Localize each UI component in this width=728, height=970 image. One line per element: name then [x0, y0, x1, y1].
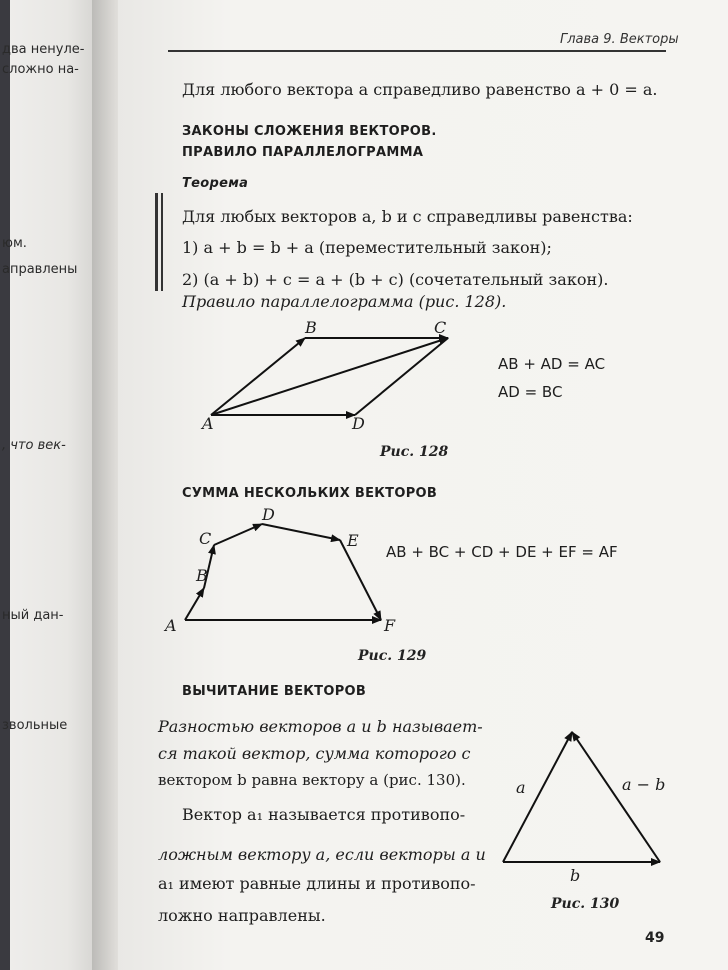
point-label-a: A — [202, 414, 214, 433]
opposite-vector-definition: a₁ имеют равные длины и противопо- — [158, 874, 476, 893]
associative-law: 2) (a + b) + c = a + (b + c) (сочетательный закон). — [182, 270, 609, 289]
vector-label-a-minus-b: a − b — [622, 775, 666, 794]
left-page-fragment: ный дан- — [2, 608, 64, 623]
point-label-e: E — [347, 531, 359, 550]
section-heading-subtraction: ВЫЧИТАНИЕ ВЕКТОРОВ — [182, 684, 367, 699]
theorem-intro: Для любых векторов a, b и c справедливы равенства: — [182, 207, 633, 226]
vector-label-a: a — [516, 778, 526, 797]
parallelogram-equation: AB + AD = AC — [498, 355, 606, 373]
vector-de — [262, 524, 340, 540]
opposite-vector-definition: ложно направлены. — [158, 906, 326, 925]
commutative-law: 1) a + b = b + a (переместительный закон); — [182, 238, 552, 257]
vector-ab — [211, 338, 305, 415]
point-label-c: C — [199, 529, 212, 548]
page-number: 49 — [645, 930, 665, 946]
point-label-d: D — [262, 505, 275, 524]
point-label-f: F — [384, 616, 396, 635]
vector-ef — [340, 540, 381, 620]
vector-label-b: b — [570, 866, 581, 885]
figure-caption-129: Рис. 129 — [358, 648, 427, 664]
difference-definition: ся такой вектор, сумма которого с — [158, 744, 471, 763]
figure-130-triangle — [503, 732, 660, 862]
zero-vector-statement: Для любого вектора a справедливо равенство a + 0 = a. — [182, 80, 658, 99]
left-page-fragment: , что век- — [2, 438, 66, 453]
vector-ab — [185, 588, 204, 620]
vector-ac — [211, 338, 448, 415]
vector-a — [503, 732, 572, 862]
left-page-fragment: аправлены — [2, 262, 78, 277]
vector-cd — [214, 524, 262, 545]
left-page-fragment: юм. — [2, 236, 27, 251]
opposite-vector-definition: Вектор a₁ называется противопо- — [182, 805, 466, 824]
figure-128-parallelogram — [211, 338, 448, 415]
point-label-b: B — [305, 318, 317, 337]
point-label-c: C — [434, 318, 447, 337]
section-heading-sum: СУММА НЕСКОЛЬКИХ ВЕКТОРОВ — [182, 486, 438, 501]
section-heading-parallelogram: ПРАВИЛО ПАРАЛЛЕЛОГРАММА — [182, 145, 424, 160]
left-page-fragment: два ненуле- — [2, 42, 85, 57]
equal-vectors-equation: AD = BC — [498, 383, 563, 401]
polygon-sum-equation: AB + BC + CD + DE + EF = AF — [386, 543, 618, 561]
vector-a-minus-b — [572, 732, 660, 862]
figure-caption-128: Рис. 128 — [380, 444, 449, 460]
parallelogram-rule: Правило параллелограмма (рис. 128). — [182, 292, 507, 311]
opposite-vector-definition: ложным вектору a, если векторы a и — [158, 845, 486, 864]
point-label-a: A — [165, 616, 177, 635]
side-dc — [355, 338, 448, 415]
chapter-title: Глава 9. Векторы — [560, 32, 679, 47]
point-label-b: B — [196, 566, 208, 585]
theorem-label: Теорема — [182, 176, 249, 191]
difference-definition: вектором b равна вектору a (рис. 130). — [158, 771, 466, 789]
left-page-fragment: звольные — [2, 718, 68, 733]
left-page-fragment: сложно на- — [2, 62, 79, 77]
section-heading-addition: ЗАКОНЫ СЛОЖЕНИЯ ВЕКТОРОВ. — [182, 124, 437, 139]
difference-definition: Разностью векторов a и b называет- — [158, 717, 483, 736]
point-label-d: D — [352, 414, 365, 433]
figure-caption-130: Рис. 130 — [551, 896, 620, 912]
